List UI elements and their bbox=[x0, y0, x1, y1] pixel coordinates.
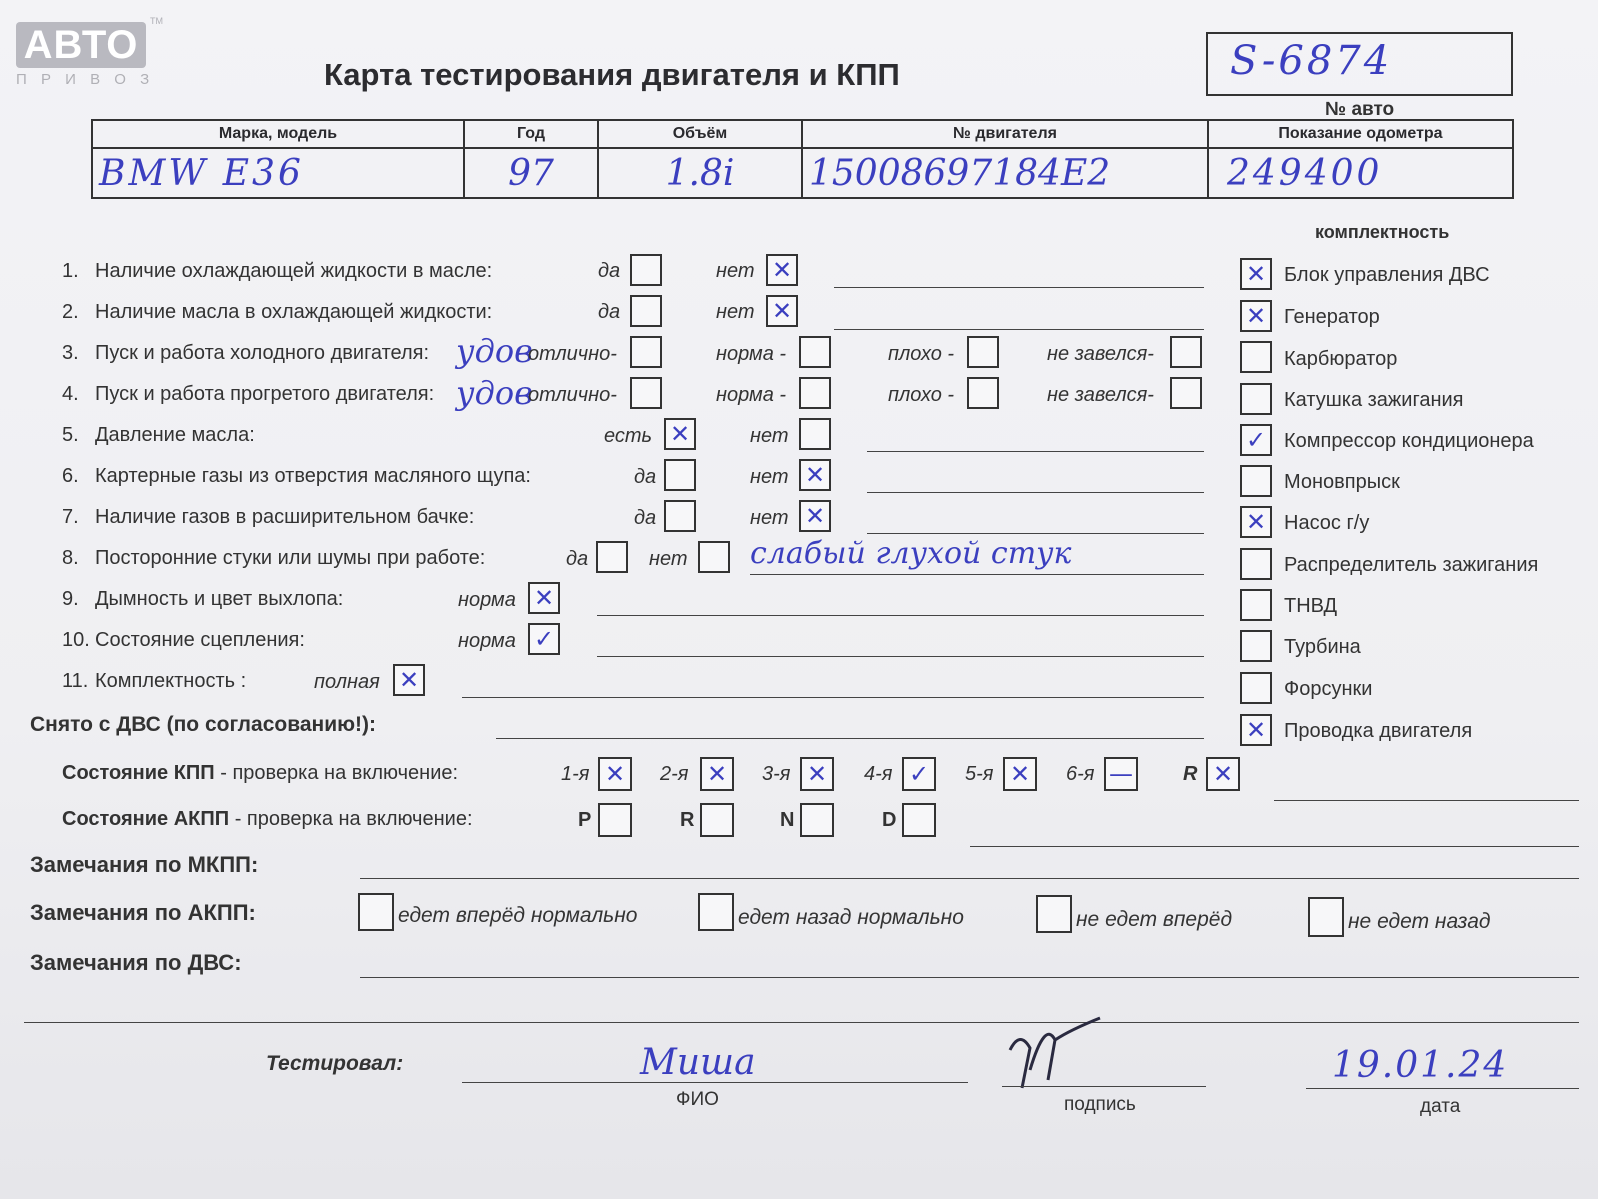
complect-checkbox[interactable]: ✕ bbox=[1240, 300, 1272, 332]
akpp-gear-label: N bbox=[780, 809, 795, 831]
kpp-gear-checkbox[interactable]: ✕ bbox=[700, 757, 734, 791]
q-option-label: не завелся- bbox=[1047, 343, 1154, 365]
q-text: Посторонние стуки или шумы при работе: bbox=[95, 547, 486, 569]
col-model: Марка, модель bbox=[92, 120, 464, 148]
kpp-gear-checkbox[interactable]: ✕ bbox=[1003, 757, 1037, 791]
logo-sub: П Р И В О З bbox=[16, 71, 155, 88]
q-note-line bbox=[597, 615, 1204, 616]
q-option-label: отлично- bbox=[528, 343, 617, 365]
q-handwritten: удов bbox=[456, 332, 533, 370]
akpp-gear-checkbox[interactable] bbox=[700, 803, 734, 837]
q-option-label: полная bbox=[314, 671, 380, 693]
q-checkbox-bad[interactable] bbox=[967, 377, 999, 409]
q-number: 3. bbox=[62, 342, 79, 364]
q-note-line bbox=[462, 697, 1204, 698]
q-text: Пуск и работа холодного двигателя: bbox=[95, 342, 430, 364]
q-checkbox-yes[interactable] bbox=[630, 295, 662, 327]
q-number: 4. bbox=[62, 383, 79, 405]
q-number: 2. bbox=[62, 301, 79, 323]
q-checkbox-no[interactable] bbox=[698, 541, 730, 573]
signature-line bbox=[1002, 1086, 1206, 1087]
kpp-gear-label: 6-я bbox=[1066, 763, 1095, 785]
kpp-gear-checkbox[interactable]: ✕ bbox=[1206, 757, 1240, 791]
remarks-akpp-label: Замечания по АКПП: bbox=[30, 900, 256, 925]
q-number: 6. bbox=[62, 465, 79, 487]
q-handwritten: удов bbox=[456, 374, 533, 412]
q-checkbox-yes[interactable] bbox=[630, 254, 662, 286]
complect-label: Генератор bbox=[1284, 306, 1380, 328]
kpp-gear-label: 3-я bbox=[762, 763, 791, 785]
auto-number-label: № авто bbox=[1325, 99, 1395, 120]
q-checkbox-yes[interactable]: ✕ bbox=[664, 418, 696, 450]
q-checkbox-normal[interactable] bbox=[799, 336, 831, 368]
q-option-label: нет bbox=[649, 548, 688, 570]
kpp-label-bold: Состояние КПП bbox=[62, 762, 215, 784]
kpp-gear-label: R bbox=[1183, 763, 1198, 785]
complect-label: Компрессор кондиционера bbox=[1284, 430, 1534, 452]
remarks-dvs-label: Замечания по ДВС: bbox=[30, 950, 242, 975]
complect-checkbox[interactable] bbox=[1240, 341, 1272, 373]
removed-line bbox=[496, 738, 1204, 739]
q-option-label: плохо - bbox=[888, 384, 955, 406]
q-option-label: норма - bbox=[716, 384, 787, 406]
tester-name: Миша bbox=[640, 1042, 756, 1083]
q-option-label: нет bbox=[716, 260, 755, 282]
date-line bbox=[1306, 1088, 1579, 1089]
value-model: BMW E36 bbox=[92, 148, 464, 198]
kpp-gear-checkbox[interactable]: — bbox=[1104, 757, 1138, 791]
q-option-label: нет bbox=[716, 301, 755, 323]
q-checkbox-no[interactable]: ✕ bbox=[799, 459, 831, 491]
q-text: Комплектность : bbox=[95, 670, 247, 692]
q-checkbox-full[interactable]: ✕ bbox=[393, 664, 425, 696]
complect-checkbox[interactable]: ✓ bbox=[1240, 424, 1272, 456]
akpp-label-bold: Состояние АКПП bbox=[62, 808, 230, 830]
vehicle-header-table bbox=[91, 119, 1514, 199]
akpp-gear-label: R bbox=[680, 809, 695, 831]
q-option-label: плохо - bbox=[888, 343, 955, 365]
q-number: 9. bbox=[62, 588, 79, 610]
q-number: 5. bbox=[62, 424, 79, 446]
q-option-label: нет bbox=[750, 507, 789, 529]
col-year: Год bbox=[464, 120, 598, 148]
complect-label: ТНВД bbox=[1284, 595, 1338, 617]
q-handwritten-note: слабый глухой стук bbox=[750, 536, 1072, 571]
q-text: Наличие охлаждающей жидкости в масле: bbox=[95, 260, 493, 282]
akpp-option-label: едет назад нормально bbox=[738, 906, 964, 929]
complect-checkbox[interactable] bbox=[1240, 672, 1272, 704]
q-option-label: норма - bbox=[716, 343, 787, 365]
q-number: 1. bbox=[62, 260, 79, 282]
akpp-note-line bbox=[970, 846, 1579, 847]
removed-label: Снято с ДВС (по согласованию!): bbox=[30, 713, 377, 736]
tested-by-label: Тестировал: bbox=[266, 1052, 404, 1075]
q-number: 8. bbox=[62, 547, 79, 569]
q-checkbox-not-started[interactable] bbox=[1170, 377, 1202, 409]
q-option-label: не завелся- bbox=[1047, 384, 1154, 406]
fio-label: ФИО bbox=[676, 1089, 719, 1110]
date-label: дата bbox=[1420, 1096, 1461, 1117]
avtoprivoz-logo bbox=[16, 16, 163, 88]
q-checkbox-normal[interactable]: ✕ bbox=[528, 582, 560, 614]
complect-label: Насос г/у bbox=[1284, 512, 1370, 534]
q-checkbox-yes[interactable] bbox=[596, 541, 628, 573]
signature-image bbox=[1000, 1010, 1110, 1090]
kpp-gear-checkbox[interactable]: ✓ bbox=[902, 757, 936, 791]
kpp-note-line bbox=[1274, 800, 1579, 801]
q-checkbox-yes[interactable] bbox=[664, 500, 696, 532]
complect-checkbox[interactable] bbox=[1240, 589, 1272, 621]
akpp-option-label: едет вперёд нормально bbox=[398, 904, 638, 927]
auto-number-box bbox=[1206, 32, 1513, 96]
kpp-gear-label: 2-я bbox=[660, 763, 689, 785]
akpp-gear-checkbox[interactable] bbox=[902, 803, 936, 837]
q-checkbox-not-started[interactable] bbox=[1170, 336, 1202, 368]
remarks-dvs-line bbox=[360, 977, 1579, 978]
kpp-label bbox=[62, 762, 458, 785]
q-option-label: да bbox=[566, 548, 589, 570]
q-option-label: да bbox=[598, 301, 621, 323]
akpp-option-checkbox[interactable] bbox=[1308, 897, 1344, 937]
complect-checkbox[interactable]: ✕ bbox=[1240, 506, 1272, 538]
col-engine-number: № двигателя bbox=[802, 120, 1208, 148]
akpp-option-checkbox[interactable] bbox=[698, 893, 734, 931]
value-odometer: 249400 bbox=[1208, 148, 1513, 198]
kpp-gear-checkbox[interactable]: ✕ bbox=[800, 757, 834, 791]
complect-label: Карбюратор bbox=[1284, 348, 1398, 370]
complect-checkbox[interactable]: ✕ bbox=[1240, 258, 1272, 290]
akpp-option-label: не едет назад bbox=[1348, 910, 1491, 933]
q-option-label: нет bbox=[750, 425, 789, 447]
q-checkbox-yes[interactable] bbox=[664, 459, 696, 491]
akpp-option-checkbox[interactable] bbox=[358, 893, 394, 931]
akpp-gear-checkbox[interactable] bbox=[800, 803, 834, 837]
q-note-line bbox=[867, 533, 1204, 534]
akpp-option-label: не едет вперёд bbox=[1076, 908, 1233, 931]
q-note-line bbox=[597, 656, 1204, 657]
q-text: Пуск и работа прогретого двигателя: bbox=[95, 383, 435, 405]
q-checkbox-normal[interactable] bbox=[799, 377, 831, 409]
complect-checkbox[interactable] bbox=[1240, 630, 1272, 662]
kpp-gear-label: 5-я bbox=[965, 763, 994, 785]
q-checkbox-no[interactable]: ✕ bbox=[766, 295, 798, 327]
q-option-label: да bbox=[634, 466, 657, 488]
q-text: Дымность и цвет выхлопа: bbox=[95, 588, 344, 610]
q-option-label: норма bbox=[458, 630, 516, 652]
q-number: 7. bbox=[62, 506, 79, 528]
complect-label: Катушка зажигания bbox=[1284, 389, 1464, 411]
q-note-line bbox=[834, 287, 1204, 288]
q-text: Давление масла: bbox=[95, 424, 255, 446]
q-checkbox-no[interactable] bbox=[799, 418, 831, 450]
q-option-label: есть bbox=[604, 425, 653, 447]
q-note-line bbox=[834, 329, 1204, 330]
page-title: Карта тестирования двигателя и КПП bbox=[324, 57, 900, 92]
complect-checkbox[interactable]: ✕ bbox=[1240, 714, 1272, 746]
logo-text: АВТО bbox=[16, 22, 146, 68]
q-checkbox-normal[interactable]: ✓ bbox=[528, 623, 560, 655]
col-odometer: Показание одометра bbox=[1208, 120, 1513, 148]
kpp-label-rest: - проверка на включение: bbox=[214, 762, 459, 784]
complect-title: комплектность bbox=[1315, 222, 1450, 242]
q-note-line bbox=[867, 451, 1204, 452]
complect-checkbox[interactable] bbox=[1240, 548, 1272, 580]
q-number: 10. bbox=[62, 629, 90, 651]
kpp-gear-label: 1-я bbox=[561, 763, 590, 785]
complect-label: Блок управления ДВС bbox=[1284, 264, 1490, 286]
q-text: Состояние сцепления: bbox=[95, 629, 305, 651]
value-engine-number: 15008697184Е2 bbox=[802, 148, 1208, 198]
q-text: Наличие масла в охлаждающей жидкости: bbox=[95, 301, 493, 323]
complect-checkbox[interactable] bbox=[1240, 383, 1272, 415]
col-volume: Объём bbox=[598, 120, 802, 148]
q-checkbox-no[interactable]: ✕ bbox=[799, 500, 831, 532]
q-option-label: отлично- bbox=[528, 384, 617, 406]
remarks-dvs-line-2 bbox=[24, 1022, 1579, 1023]
q-option-label: норма bbox=[458, 589, 516, 611]
kpp-gear-checkbox[interactable]: ✕ bbox=[598, 757, 632, 791]
fio-line bbox=[462, 1082, 968, 1083]
logo-tm: TM bbox=[150, 16, 163, 26]
kpp-gear-label: 4-я bbox=[864, 763, 893, 785]
remarks-mkpp-line bbox=[360, 878, 1579, 879]
q-note-line bbox=[867, 492, 1204, 493]
value-volume: 1.8i bbox=[598, 148, 802, 198]
complect-checkbox[interactable] bbox=[1240, 465, 1272, 497]
test-date: 19.01.24 bbox=[1332, 1045, 1509, 1086]
q-checkbox-excellent[interactable] bbox=[630, 377, 662, 409]
complect-label: Проводка двигателя bbox=[1284, 720, 1473, 742]
q-text: Наличие газов в расширительном бачке: bbox=[95, 506, 475, 528]
complect-label: Распределитель зажигания bbox=[1284, 554, 1539, 576]
complect-label: Моновпрыск bbox=[1284, 471, 1400, 493]
signature-label: подпись bbox=[1064, 1094, 1136, 1115]
q-option-label: да bbox=[634, 507, 657, 529]
complect-label: Турбина bbox=[1284, 636, 1361, 658]
akpp-label-rest: - проверка на включение: bbox=[229, 808, 473, 830]
complect-label: Форсунки bbox=[1284, 678, 1373, 700]
q-checkbox-no[interactable]: ✕ bbox=[766, 254, 798, 286]
q-checkbox-excellent[interactable] bbox=[630, 336, 662, 368]
q-option-label: нет bbox=[750, 466, 789, 488]
value-year: 97 bbox=[464, 148, 598, 198]
q-checkbox-bad[interactable] bbox=[967, 336, 999, 368]
akpp-gear-label: P bbox=[578, 809, 592, 831]
akpp-gear-label: D bbox=[882, 809, 897, 831]
akpp-option-checkbox[interactable] bbox=[1036, 895, 1072, 933]
q-number: 11. bbox=[62, 670, 89, 692]
q-text: Картерные газы из отверстия масляного щупа: bbox=[95, 465, 531, 487]
auto-number-value: S-6874 bbox=[1230, 38, 1393, 84]
q-option-label: да bbox=[598, 260, 621, 282]
akpp-gear-checkbox[interactable] bbox=[598, 803, 632, 837]
q-note-line bbox=[750, 574, 1204, 575]
remarks-mkpp-label: Замечания по МКПП: bbox=[30, 852, 259, 877]
akpp-label bbox=[62, 808, 473, 831]
